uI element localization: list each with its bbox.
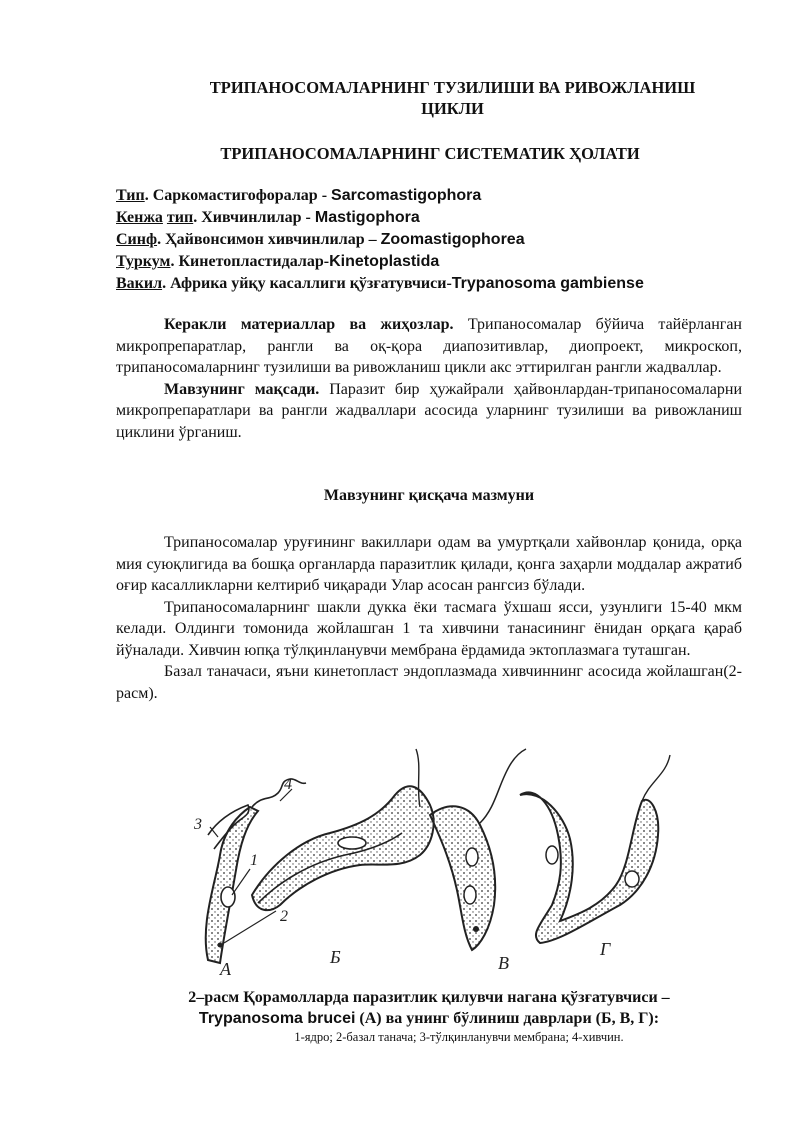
label-a: А [220, 959, 231, 979]
organism-g [520, 755, 670, 943]
label-3: 3 [194, 816, 202, 833]
label-2: 2 [280, 908, 288, 925]
goal-paragraph: Мавзунинг мақсади. Паразит бир ҳужайрали ҳайвонлардан-трипаносомаларни микропрепаратлари ва рангли жадваллари асосида уларнинг тузилиши ва ривожланиш циклини ўрганиш. [116, 380, 743, 441]
flagellum-a [252, 779, 306, 807]
nucleus-g1 [546, 846, 558, 864]
title-line-1: ТРИПАНОСОМАЛАРНИНГ ТУЗИЛИШИ ВА РИВОЖЛАНИШ [209, 78, 696, 97]
nucleus-g2 [625, 871, 639, 887]
systematics-representative: Вакил. Африка уйқу касаллиги қўзғатувчиси-Trypanosoma gambiense [116, 275, 644, 292]
systematics-order: Туркум. Кинетопластидалар-Kinetoplastida [116, 253, 440, 270]
nucleus-b [338, 837, 366, 849]
caption-line-1: 2–расм Қорамолларда паразитлик қилувчи нагана қўзғатувчиси – [188, 989, 670, 1006]
label-4: 4 [284, 776, 292, 793]
label-1: 1 [250, 852, 258, 869]
systematics-class: Синф. Ҳайвонсимон хивчинлилар – Zoomastigophorea [116, 231, 525, 248]
summary-text [116, 532, 742, 704]
label-v: В [498, 953, 509, 973]
organism-b [252, 749, 434, 910]
figure-caption [116, 987, 742, 1029]
materials-paragraph: Керакли материаллар ва жиҳозлар. Трипаносомалар бўйича тайёрланган микропрепаратлар, рангли ва оқ-қора диапозитивлар, диопроект, микроскоп, трипаносомаларнинг тузилиши ва ривожланиш цикли акс эттирилган рангли жадваллар. [116, 316, 742, 376]
summary-heading: Мавзунинг қисқача мазмуни [323, 487, 535, 504]
summary-paragraph-2: Трипаносомаларнинг шакли дукка ёки тасмага ўхшаш ясси, узунлиги 15-40 мкм келади. Олдинги томонида жойлашган 1 та хивчини танасининг ёнидан орқага қараб йўналади. Хивчин юпқа тўлқинланувчи мембрана ёрдамида эктоплазмага туташган. [116, 598, 742, 659]
basal-body-a [218, 943, 223, 948]
title-line-2: ЦИКЛИ [421, 99, 484, 118]
figure-legend: 1-ядро; 2-базал танача; 3-тўлқинланувчи мембрана; 4-хивчин. [294, 1030, 624, 1044]
trypanosoma-figure [180, 745, 685, 985]
nucleus-v1 [466, 848, 478, 866]
section-title: ТРИПАНОСОМАЛАРНИНГ СИСТЕМАТИК ҲОЛАТИ [220, 144, 640, 163]
caption-line-2: Trypanosoma brucei (А) ва унинг бўлиниш даврлари (Б, В, Г): [198, 1010, 660, 1027]
label-g: Г [600, 939, 611, 959]
summary-paragraph-1: Трипаносомалар уруғининг вакиллари одам ва умуртқали хайвонлар қонида, орқа мия суюқлигида ва бошқа органларда паразитлик қилади, қонга заҳарли моддалар ажратиб оғир касалликларни келтириб чиқаради Улар асосан рангсиз бўлади. [116, 534, 742, 594]
systematics-subtype: Кенжа тип. Хивчинлилар - Mastigophora [116, 209, 420, 226]
materials-and-goal [116, 314, 742, 443]
systematics-list [116, 185, 644, 295]
organism-v [430, 749, 526, 950]
nucleus-a [221, 887, 235, 907]
nucleus-v2 [464, 886, 476, 904]
systematics-type: Тип. Саркомастигофоралар - Sarcomastigophora [116, 187, 482, 204]
summary-paragraph-3: Базал таначаси, яъни кинетопласт эндоплазмада хивчиннинг асосида жойлашган(2-расм). [116, 663, 742, 702]
document-title [160, 77, 745, 119]
label-b: Б [330, 947, 341, 967]
